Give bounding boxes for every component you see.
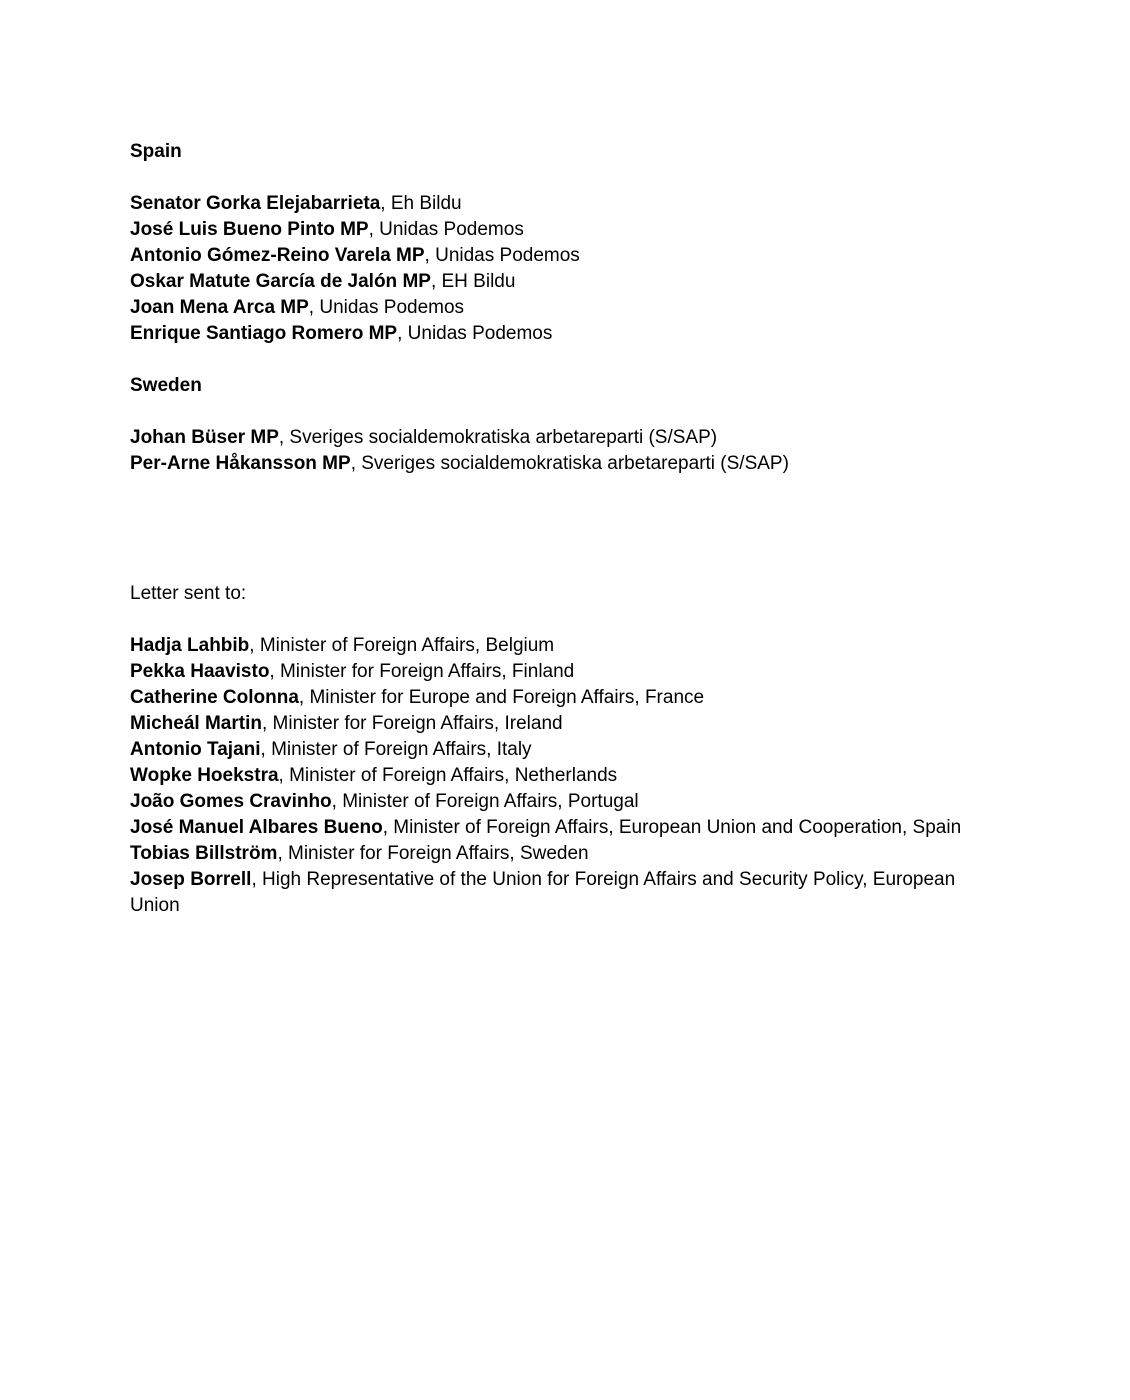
section-heading-spain: Spain — [130, 141, 182, 162]
recipient-line — [130, 711, 990, 737]
recipient-detail: , High Representative of the Union for Foreign Affairs and Security Policy, European Union — [130, 869, 956, 916]
section-heading-sweden: Sweden — [130, 375, 202, 396]
recipient-detail: , Minister for Foreign Affairs, Finland — [269, 661, 575, 682]
recipient-line — [130, 841, 990, 867]
recipient-detail: , Minister of Foreign Affairs, European Union and Cooperation, Spain — [382, 817, 962, 838]
signatory-detail: , Sveriges socialdemokratiska arbetareparti (S/SAP) — [278, 427, 718, 448]
signatory-name: Joan Mena Arca MP — [130, 297, 309, 318]
recipient-name: Hadja Lahbib — [130, 635, 250, 656]
recipient-name: Josep Borrell — [130, 869, 252, 890]
signatory-detail: , Unidas Podemos — [308, 297, 465, 318]
recipient-line — [130, 737, 990, 763]
signatory-line — [130, 295, 990, 321]
signatory-line — [130, 217, 990, 243]
signatory-name: Oskar Matute García de Jalón MP — [130, 271, 431, 292]
document-content — [130, 139, 990, 919]
signatory-line — [130, 269, 990, 295]
recipient-name: Catherine Colonna — [130, 687, 299, 708]
recipient-name: Tobias Billström — [130, 843, 278, 864]
recipient-detail: , Minister of Foreign Affairs, Portugal — [331, 791, 639, 812]
recipient-line — [130, 633, 990, 659]
recipient-line — [130, 685, 990, 711]
signatory-detail: , Unidas Podemos — [424, 245, 580, 266]
recipient-name: João Gomes Cravinho — [130, 791, 332, 812]
recipient-name: Pekka Haavisto — [130, 661, 270, 682]
signatory-line — [130, 191, 990, 217]
recipient-line — [130, 789, 990, 815]
recipients-intro: Letter sent to: — [130, 583, 247, 604]
recipient-line — [130, 659, 990, 685]
signatory-line — [130, 321, 990, 347]
signatory-name: Per-Arne Håkansson MP — [130, 453, 351, 474]
signatory-detail: , Unidas Podemos — [397, 323, 553, 344]
recipient-detail: , Minister of Foreign Affairs, Belgium — [249, 635, 555, 656]
recipient-detail: , Minister of Foreign Affairs, Netherlands — [278, 765, 618, 786]
recipient-detail: , Minister for Foreign Affairs, Sweden — [277, 843, 589, 864]
recipient-line — [130, 815, 990, 841]
signatory-name: Enrique Santiago Romero MP — [130, 323, 398, 344]
signatory-detail: , Eh Bildu — [380, 193, 462, 214]
recipient-name: Micheál Martin — [130, 713, 262, 734]
signatory-line — [130, 451, 990, 477]
recipient-line — [130, 763, 990, 789]
recipient-detail: , Minister for Foreign Affairs, Ireland — [261, 713, 563, 734]
signatory-detail: , EH Bildu — [430, 271, 516, 292]
signatory-name: Johan Büser MP — [130, 427, 279, 448]
signatory-name: Antonio Gómez-Reino Varela MP — [130, 245, 425, 266]
recipient-detail: , Minister for Europe and Foreign Affairs, France — [298, 687, 705, 708]
recipient-detail: , Minister of Foreign Affairs, Italy — [260, 739, 532, 760]
recipient-name: Antonio Tajani — [130, 739, 261, 760]
signatory-detail: , Unidas Podemos — [368, 219, 524, 240]
signatory-name: Senator Gorka Elejabarrieta — [130, 193, 381, 214]
recipient-name: José Manuel Albares Bueno — [130, 817, 383, 838]
signatory-list-sweden — [130, 425, 990, 477]
signatory-detail: , Sveriges socialdemokratiska arbetareparti (S/SAP) — [350, 453, 789, 474]
signatory-line — [130, 425, 990, 451]
recipient-line — [130, 867, 990, 919]
recipient-list — [130, 633, 990, 919]
signatory-line — [130, 243, 990, 269]
signatory-list-spain — [130, 191, 990, 347]
signatory-name: José Luis Bueno Pinto MP — [130, 219, 369, 240]
recipient-name: Wopke Hoekstra — [130, 765, 279, 786]
